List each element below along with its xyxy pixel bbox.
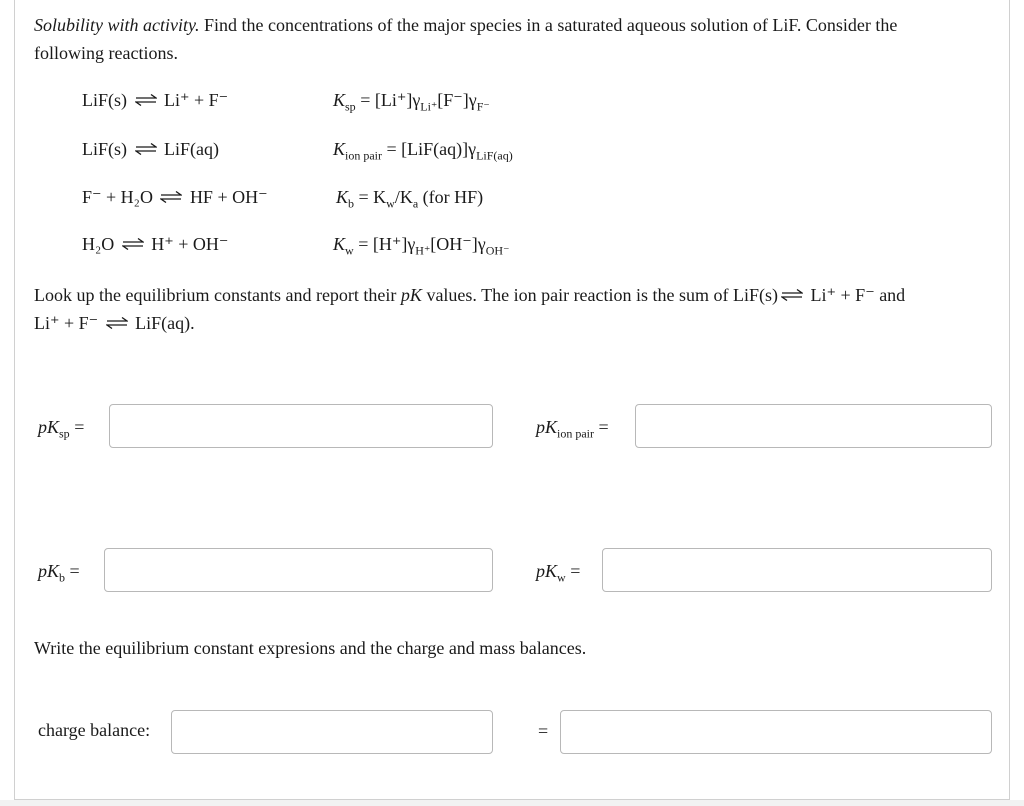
pkb-equals: = <box>69 561 80 581</box>
pkw-equals: = <box>570 561 581 581</box>
kw-sub: w <box>345 243 354 258</box>
kb-expr-mid: /K <box>394 187 413 207</box>
reaction-3 <box>82 187 268 208</box>
reaction-2-left: LiF(s) <box>82 139 127 159</box>
pkb-input[interactable] <box>104 548 493 592</box>
pksp-equals: = <box>74 417 85 437</box>
reaction-3-right: HF + OH⁻ <box>189 187 268 207</box>
reaction-4-right: H⁺ + OH⁻ <box>151 234 229 254</box>
kb-expr: = K <box>358 187 387 207</box>
ksp-expr-sub2: F⁻ <box>476 99 490 114</box>
pkb-label <box>38 561 80 585</box>
equilibrium-arrow-icon <box>122 238 144 250</box>
pksp-input[interactable] <box>109 404 493 448</box>
pksp-label-text: pK <box>38 417 60 437</box>
kion-sub: ion pair <box>345 148 383 163</box>
lookup-line1-start: Look up the equilibrium constants and report their <box>34 285 401 305</box>
pkw-label-text: pK <box>536 561 558 581</box>
lookup-line2-start: Li⁺ + F⁻ <box>34 313 99 333</box>
kw-symbol: K <box>333 234 346 254</box>
reaction-1-expression <box>333 90 490 114</box>
reaction-3-expression <box>336 187 484 211</box>
reaction-4 <box>82 234 228 255</box>
pkb-label-text: pK <box>38 561 60 581</box>
kw-expr: = [H⁺]γ <box>358 234 416 254</box>
ksp-expr-sub1: Li⁺ <box>420 99 438 114</box>
equilibrium-arrow-icon <box>135 94 157 106</box>
reaction-1-right: Li⁺ + F⁻ <box>164 90 229 110</box>
charge-balance-label: charge balance: <box>38 720 151 740</box>
charge-balance-right-input[interactable] <box>560 710 992 754</box>
reaction-3-left: F⁻ + H₂O <box>82 187 153 207</box>
lookup-line1-mid: values. The ion pair reaction is the sum of LiF(s) <box>421 285 779 305</box>
kb-symbol: K <box>336 187 349 207</box>
pksp-label-sub: sp <box>59 426 70 441</box>
equilibrium-arrow-icon <box>106 317 128 329</box>
kw-expr-sub1: H⁺ <box>415 243 431 258</box>
kw-expr-sub2: OH⁻ <box>485 243 510 258</box>
pkb-label-sub: b <box>59 570 66 585</box>
reaction-4-left: H₂O <box>82 234 115 254</box>
equilibrium-arrow-icon <box>781 289 803 301</box>
pkw-label-sub: w <box>557 570 566 585</box>
kb-expr-sub2: a <box>412 196 419 211</box>
lookup-line2-end: LiF(aq). <box>130 313 195 333</box>
kb-expr-tail: (for HF) <box>418 187 484 207</box>
pkion-equals: = <box>598 417 609 437</box>
pkion-label-text: pK <box>536 417 558 437</box>
reaction-2-right: LiF(aq) <box>164 139 219 159</box>
intro-line1: Find the concentrations of the major species in a saturated aqueous solution of LiF. Consider the <box>199 15 898 35</box>
pkw-label <box>536 561 581 585</box>
charge-balance-equals: = <box>538 721 549 741</box>
equilibrium-arrow-icon <box>160 191 182 203</box>
lookup-line1-end: Li⁺ + F⁻ and <box>806 285 906 305</box>
kw-expr-mid: [OH⁻]γ <box>430 234 486 254</box>
ksp-sub: sp <box>345 99 356 114</box>
intro-paragraph <box>34 11 897 67</box>
pkion-label-sub: ion pair <box>557 426 595 441</box>
reaction-2 <box>82 139 219 160</box>
reaction-2-expression <box>333 139 513 163</box>
write-instructions: Write the equilibrium constant expresions and the charge and mass balances. <box>34 638 587 658</box>
kion-symbol: K <box>333 139 346 159</box>
question-panel <box>14 0 1010 800</box>
ksp-symbol: K <box>333 90 346 110</box>
reaction-1-left: LiF(s) <box>82 90 127 110</box>
reaction-4-expression <box>333 234 510 258</box>
kb-expr-sub1: w <box>386 196 395 211</box>
intro-line2: following reactions. <box>34 43 178 63</box>
intro-title: Solubility with activity. <box>34 15 200 35</box>
ksp-expr: = [Li⁺]γ <box>360 90 421 110</box>
equilibrium-arrow-icon <box>135 143 157 155</box>
pkw-input[interactable] <box>602 548 992 592</box>
ksp-expr-mid: [F⁻]γ <box>437 90 477 110</box>
charge-balance-left-input[interactable] <box>171 710 493 754</box>
pkion-pair-input[interactable] <box>635 404 992 448</box>
kb-sub: b <box>348 196 355 211</box>
lookup-pk: pK <box>400 285 422 305</box>
page-bottom-band <box>0 800 1024 806</box>
kion-expr: = [LiF(aq)]γ <box>386 139 477 159</box>
kion-expr-sub1: LiF(aq) <box>476 148 513 163</box>
pkion-label <box>536 417 609 441</box>
pksp-label <box>38 417 85 441</box>
lookup-paragraph <box>34 281 905 337</box>
reaction-1 <box>82 90 228 111</box>
